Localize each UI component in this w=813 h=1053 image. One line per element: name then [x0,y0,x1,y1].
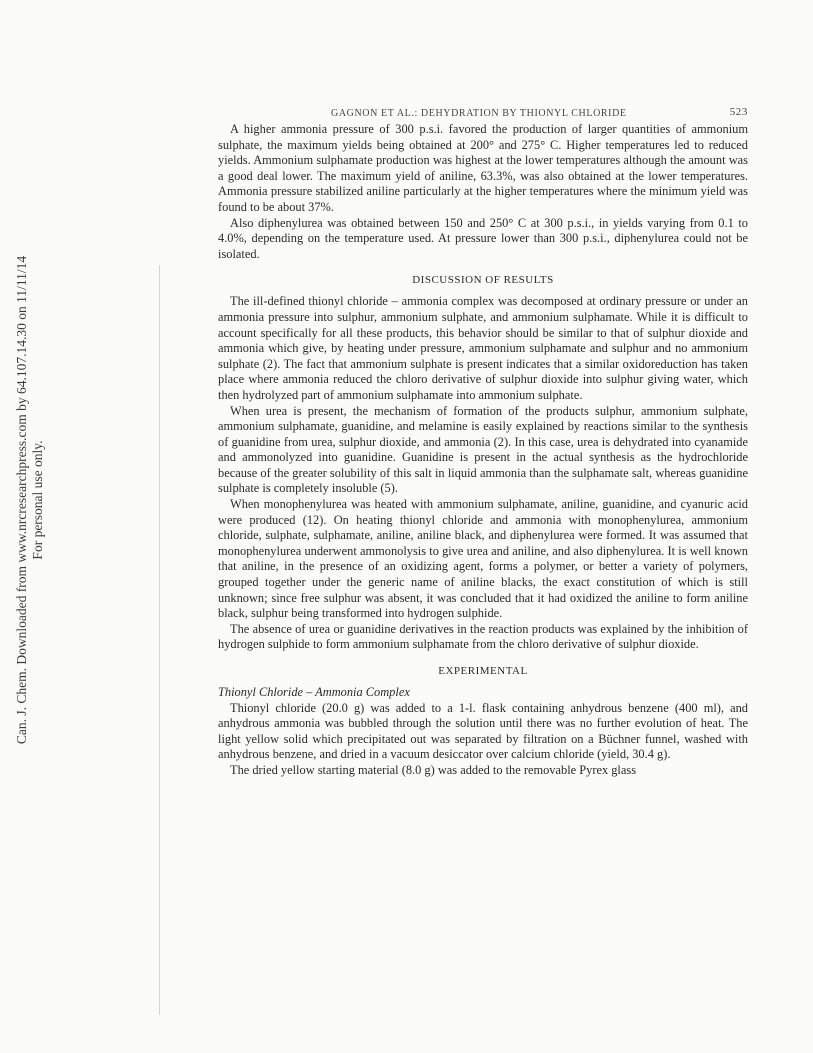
running-head [218,104,748,122]
discussion-paragraph: When urea is present, the mechanism of formation of the products sulphur, ammonium sulphate, ammonium sulphamate, guanidine, and melamine is easily explained by reactions similar to the synthesis of guanidine from urea, sulphur dioxide, and ammonia (2). In this case, urea is dehydrated into cyanamide and ammonolyzed into guanidine. Guanidine is present in the actual synthesis as the hydrochloride because of the greater solubility of this salt in liquid ammonia than the sulphamate salt, whereas guanidine sulphate is completely insoluble (5). [218,403,748,496]
subsection-heading: Thionyl Chloride – Ammonia Complex [218,685,410,699]
download-watermark [0,0,60,1053]
experimental-paragraph: The dried yellow starting material (8.0 g) was added to the removable Pyrex glass [230,762,637,777]
results-paragraph: Also diphenylurea was obtained between 150 and 250° C at 300 p.s.i., in yields varying from 0.1 to 4.0%, depending on the temperature used. At pressure lower than 300 p.s.i., diphenylurea could not be isolated. [218,215,748,261]
running-head-title: GAGNON ET AL.: DEHYDRATION BY THIONYL CHLORIDE [331,108,627,119]
discussion-paragraph: The ill-defined thionyl chloride – ammonia complex was decomposed at ordinary pressure or under an ammonia pressure into sulphur, ammonium sulphate, and ammonium sulphamate. While it is difficult to account specifically for all these products, this behavior should be similar to that of sulphur dioxide and ammonia which give, by heating under pressure, ammonium sulphamate and sulphur and no ammonium sulphate (2). The fact that ammonium sulphate is present indicates that a similar oxidoreduction has taken place where ammonia reduced the chloro derivative of sulphur dioxide into sulphur giving water, which then hydrolyzed part of ammonium sulphamate into ammonium sulphate. [218,294,748,402]
results-paragraph: A higher ammonia pressure of 300 p.s.i. favored the production of larger quantities of ammonium sulphate, the maximum yields being obtained at 200° and 275° C. Higher temperatures led to reduced yields. Ammonium sulphamate production was highest at the lower temperatures although the amount was a good deal lower. The maximum yield of aniline, 63.3%, was also obtained at the lower temperatures. Ammonia pressure stabilized aniline particularly at the higher temperatures where the minimum yield was found to be about 37%. [218,122,748,214]
section-heading-discussion: DISCUSSION OF RESULTS [412,274,554,287]
experimental-paragraph: Thionyl chloride (20.0 g) was added to a 1-l. flask containing anhydrous benzene (400 ml), and anhydrous ammonia was bubbled through the solution until there was no further evolution of heat. The light yellow solid which precipitated out was separated by filtration on a Büchner funnel, washed with anhydrous benzene, and dried in a vacuum desiccator over calcium chloride (yield, 30.4 g). [218,700,748,762]
watermark-line-2: For personal use only. [30,440,45,560]
discussion-paragraph: The absence of urea or guanidine derivatives in the reaction products was explained by the inhibition of hydrogen sulphide to form ammonium sulphamate from the chloro derivative of sulphur dioxide. [218,621,748,652]
gutter-rule [159,265,160,1015]
discussion-paragraph: When monophenylurea was heated with ammonium sulphamate, aniline, guanidine, and cyanuric acid were produced (12). On heating thionyl chloride and ammonia with monophenylurea, ammonium chloride, sulphate, sulphamate, aniline, aniline black, and diphenylurea were formed. It was assumed that monophenylurea underwent ammonolysis to give urea and aniline, and also diphenylurea. It is well known that aniline, in the presence of an oxidizing agent, forms a polymer, or better a variety of polymers, grouped together under the generic name of aniline blacks, the exact constitution of which is still unknown; since free sulphur was absent, it was concluded that it had oxidized the aniline to form aniline black, sulphur being transformed into hydrogen sulphide. [218,497,748,621]
watermark-line-1: Can. J. Chem. Downloaded from www.nrcresearchpress.com by 64.107.14.30 on 11/11/14 [14,255,29,745]
journal-page [218,104,748,779]
section-heading-experimental: EXPERIMENTAL [438,665,528,677]
page-number: 523 [729,106,748,118]
